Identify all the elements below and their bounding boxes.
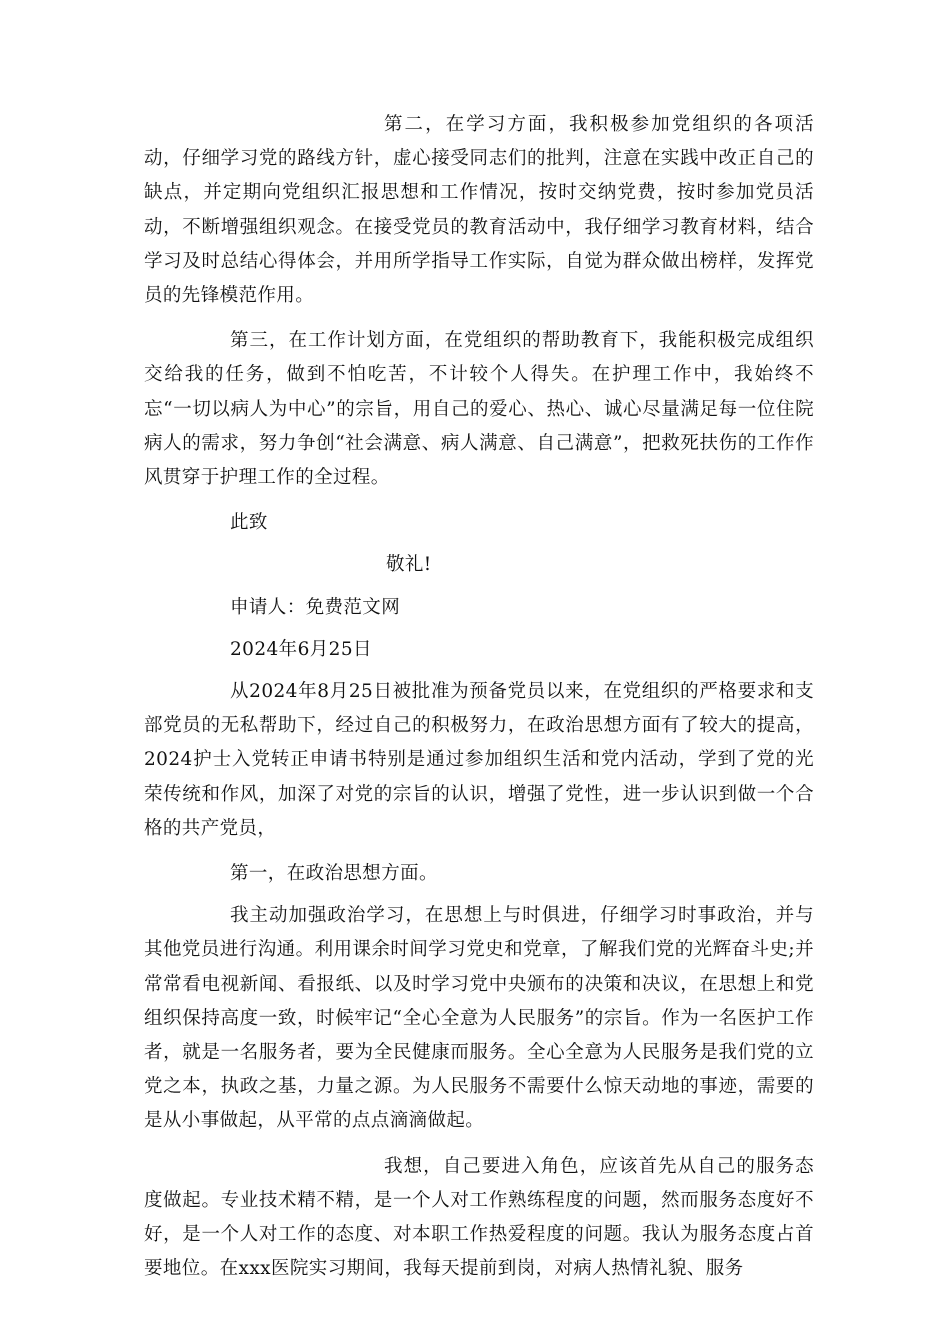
paragraph-service-attitude: 我想，自己要进入角色，应该首先从自己的服务态度做起。专业技术精不精，是一个人对工作熟练程度的问题，然而服务态度好不好，是一个人对工作的态度、对本职工作热爱程度的问题。我认为服务态度占首要地位。在xxx医院实习期间，我每天提前到岗，对病人热情礼貌、服务 — [144, 1155, 814, 1280]
paragraph-study: 第二，在学习方面，我积极参加党组织的各项活动，仔细学习党的路线方针，虚心接受同志们的批判，注意在实践中改正自己的缺点，并定期向党组织汇报思想和工作情况，按时交纳党费，按时参加党员活动，不断增强组织观念。在接受党员的教育活动中，我仔细学习教育材料，结合学习及时总结心得体会，并用所学指导工作实际，自觉为群众做出榜样，发挥党员的先锋模范作用。 — [144, 114, 814, 307]
document-body — [144, 108, 814, 1298]
closing-respect: 敬礼! — [386, 554, 432, 576]
paragraph-work-plan: 第三，在工作计划方面，在党组织的帮助教育下，我能积极完成组织交给我的任务，做到不怕吃苦，不计较个人得失。在护理工作中，我始终不忘“一切以病人为中心”的宗旨，用自己的爱心、热心、诚心尽量满足每一位住院病人的需求，努力争创“社会满意、病人满意、自己满意”，把救死扶伤的工作作风贯穿于护理工作的全过程。 — [144, 330, 814, 489]
applicant-signature: 申请人：免费范文网 — [230, 596, 401, 618]
closing-salutation: 此致 — [230, 512, 268, 534]
paragraph-intro: 从2024年8月25日被批准为预备党员以来，在党组织的严格要求和支部党员的无私帮助下，经过自己的积极努力，在政治思想方面有了较大的提高，2024护士入党转正申请书特别是通过参加组织生活和党内活动，学到了党的光荣传统和作风，加深了对党的宗旨的认识，增强了党性，进一步认识到做一个合格的共产党员， — [144, 681, 814, 839]
signature-date: 2024年6月25日 — [230, 638, 372, 660]
section-heading-political: 第一，在政治思想方面。 — [230, 863, 438, 885]
paragraph-political-study: 我主动加强政治学习，在思想上与时俱进，仔细学习时事政治，并与其他党员进行沟通。利用课余时间学习党史和党章，了解我们党的光辉奋斗史;并常常看电视新闻、看报纸、以及时学习党中央颁布的决策和决议，在思想上和党组织保持高度一致，时候牢记“全心全意为人民服务”的宗旨。作为一名医护工作者，就是一名服务者，要为全民健康而服务。全心全意为人民服务是我们党的立党之本，执政之基，力量之源。为人民服务不需要什么惊天动地的事迹，需要的是从小事做起，从平常的点点滴滴做起。 — [144, 905, 814, 1132]
